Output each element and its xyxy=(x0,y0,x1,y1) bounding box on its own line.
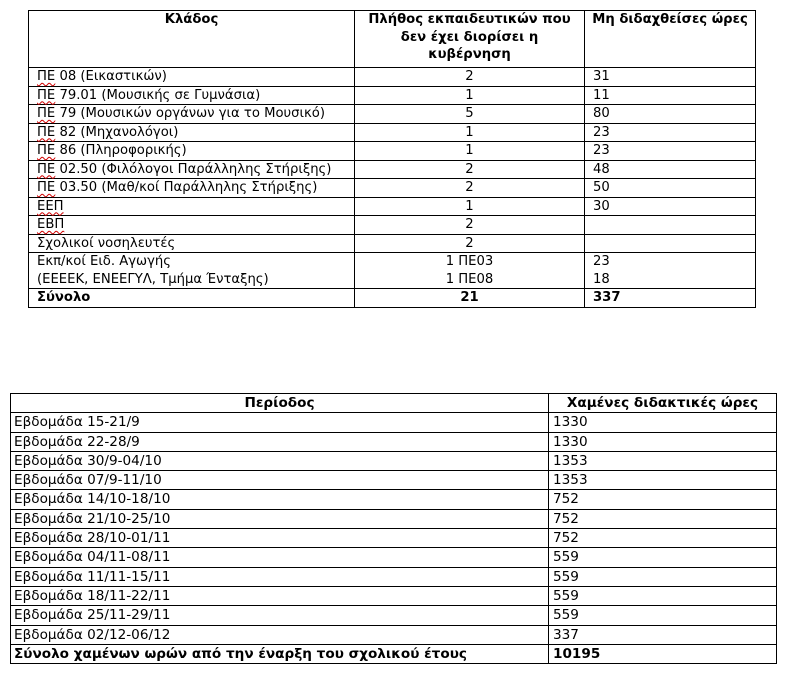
lost-hours-cell: 1353 xyxy=(549,451,777,470)
branch-cell xyxy=(29,179,355,198)
teachers-cell: 2 xyxy=(355,68,585,87)
branch-name: 79.01 (Μουσικής σε Γυμνάσια) xyxy=(55,87,261,103)
lost-hours-cell: 752 xyxy=(549,529,777,548)
total-hours: 10195 xyxy=(549,644,777,663)
table-row xyxy=(29,68,756,87)
total-label: Σύνολο χαμένων ωρών από την έναρξη του σχολικού έτους xyxy=(11,644,549,663)
hours-cell: 23 xyxy=(585,142,756,161)
branch-name: 82 (Μηχανολόγοι) xyxy=(55,124,179,140)
table-row xyxy=(11,606,777,625)
total-row xyxy=(11,644,777,663)
branch-name: 03.50 (Μαθ/κοί Παράλληλης Στήριξης) xyxy=(55,180,318,195)
table-row xyxy=(11,432,777,451)
header-teachers: Πλήθος εκπαιδευτικών που δεν έχει διορίσει η κυβέρνηση xyxy=(355,11,585,68)
hours-cell: 48 xyxy=(585,160,756,179)
special-education-row xyxy=(29,253,756,289)
lost-hours-cell: 1353 xyxy=(549,471,777,490)
branch-line-1: Εκπ/κοί Ειδ. Αγωγής xyxy=(37,254,171,269)
lost-hours-cell: 752 xyxy=(549,509,777,528)
table-row xyxy=(11,586,777,605)
hours-cell: 30 xyxy=(585,197,756,216)
teachers-cell xyxy=(355,253,585,289)
teachers-cell: 5 xyxy=(355,105,585,124)
table-row xyxy=(11,509,777,528)
period-cell: Εβδομάδα 04/11-08/11 xyxy=(11,548,549,567)
lost-hours-cell: 559 xyxy=(549,586,777,605)
hours-cell xyxy=(585,234,756,253)
hours-cell: 80 xyxy=(585,105,756,124)
table-body xyxy=(29,68,756,253)
table-row xyxy=(11,548,777,567)
table-row xyxy=(29,197,756,216)
branch-cell xyxy=(29,216,355,235)
period-cell: Εβδομάδα 22-28/9 xyxy=(11,432,549,451)
total-hours: 337 xyxy=(585,289,756,308)
lost-hours-cell: 337 xyxy=(549,625,777,644)
total-teachers: 21 xyxy=(355,289,585,308)
branch-cell xyxy=(29,86,355,105)
branch-cell xyxy=(29,68,355,87)
branch-code: ΠΕ xyxy=(37,180,56,195)
table-header-row xyxy=(29,11,756,68)
hours-cell: 23 xyxy=(585,123,756,142)
lost-hours-cell: 559 xyxy=(549,606,777,625)
teachers-cell: 1 xyxy=(355,123,585,142)
branch-line-2: (ΕΕΕΕΚ, ΕΝΕΕΓΥΛ, Τμήμα Ένταξης) xyxy=(37,271,269,287)
hours-cell: 31 xyxy=(585,68,756,87)
lost-hours-cell: 559 xyxy=(549,548,777,567)
table-row xyxy=(11,471,777,490)
period-cell: Εβδομάδα 30/9-04/10 xyxy=(11,451,549,470)
teachers-cell: 1 xyxy=(355,142,585,161)
branch-cell xyxy=(29,123,355,142)
table-body xyxy=(11,413,777,645)
branch-cell xyxy=(29,105,355,124)
teachers-cell: 2 xyxy=(355,160,585,179)
branch-code: ΕΕΠ xyxy=(37,198,64,214)
table-row xyxy=(11,567,777,586)
branch-code: ΠΕ xyxy=(37,161,56,177)
hours-cell xyxy=(585,216,756,235)
header-lost-hours: Χαμένες διδακτικές ώρες xyxy=(549,394,777,413)
branch-cell xyxy=(29,253,355,289)
branch-code: ΠΕ xyxy=(37,143,56,158)
period-cell: Εβδομάδα 15-21/9 xyxy=(11,413,549,432)
period-cell: Εβδομάδα 02/12-06/12 xyxy=(11,625,549,644)
table-row xyxy=(11,413,777,432)
teachers-cell: 1 xyxy=(355,86,585,105)
period-cell: Εβδομάδα 07/9-11/10 xyxy=(11,471,549,490)
teachers-line-2: 1 ΠΕ08 xyxy=(445,271,494,287)
branch-code: ΠΕ xyxy=(37,87,56,103)
branch-name: 02.50 (Φιλόλογοι Παράλληλης Στήριξης) xyxy=(55,161,332,177)
table-row xyxy=(11,490,777,509)
lost-hours-cell: 559 xyxy=(549,567,777,586)
hours-cell xyxy=(585,253,756,289)
lost-hours-table xyxy=(10,393,777,664)
branch-name: 79 (Μουσικών οργάνων για το Μουσικό) xyxy=(55,106,325,121)
period-cell: Εβδομάδα 25/11-29/11 xyxy=(11,606,549,625)
table-row xyxy=(29,105,756,124)
table-row xyxy=(29,179,756,198)
hours-line-1: 23 xyxy=(593,254,610,269)
teachers-cell: 2 xyxy=(355,216,585,235)
branch-code: ΠΕ xyxy=(37,124,56,140)
teachers-cell: 1 xyxy=(355,197,585,216)
teachers-line-1: 1 ΠΕ03 xyxy=(445,254,494,269)
teachers-cell: 2 xyxy=(355,179,585,198)
table-row xyxy=(29,142,756,161)
table-row xyxy=(29,234,756,253)
table-row xyxy=(29,123,756,142)
total-row xyxy=(29,289,756,308)
header-branch: Κλάδος xyxy=(29,11,355,68)
branch-cell xyxy=(29,234,355,253)
branch-cell xyxy=(29,197,355,216)
period-cell: Εβδομάδα 18/11-22/11 xyxy=(11,586,549,605)
table-row xyxy=(11,529,777,548)
branch-name: 08 (Εικαστικών) xyxy=(55,69,167,84)
table-header-row xyxy=(11,394,777,413)
table-row xyxy=(29,86,756,105)
period-cell: Εβδομάδα 11/11-15/11 xyxy=(11,567,549,586)
branch-name: Σχολικοί νοσηλευτές xyxy=(37,235,176,251)
hours-cell: 50 xyxy=(585,179,756,198)
table-row xyxy=(29,160,756,179)
lost-hours-cell: 752 xyxy=(549,490,777,509)
period-cell: Εβδομάδα 28/10-01/11 xyxy=(11,529,549,548)
teachers-cell: 2 xyxy=(355,234,585,253)
branch-code: ΠΕ xyxy=(37,69,56,84)
total-label: Σύνολο xyxy=(29,289,355,308)
period-cell: Εβδομάδα 21/10-25/10 xyxy=(11,509,549,528)
table-row xyxy=(29,216,756,235)
hours-cell: 11 xyxy=(585,86,756,105)
table-row xyxy=(11,451,777,470)
branch-cell xyxy=(29,142,355,161)
lost-hours-cell: 1330 xyxy=(549,413,777,432)
header-hours: Μη διδαχθείσες ώρες xyxy=(585,11,756,68)
table-row xyxy=(11,625,777,644)
unappointed-teachers-table xyxy=(28,10,756,308)
branch-cell xyxy=(29,160,355,179)
lost-hours-cell: 1330 xyxy=(549,432,777,451)
period-cell: Εβδομάδα 14/10-18/10 xyxy=(11,490,549,509)
branch-code: ΠΕ xyxy=(37,106,56,121)
branch-name: 86 (Πληροφορικής) xyxy=(55,143,187,158)
branch-code: ΕΒΠ xyxy=(37,217,65,232)
header-period: Περίοδος xyxy=(11,394,549,413)
hours-line-2: 18 xyxy=(593,271,610,287)
